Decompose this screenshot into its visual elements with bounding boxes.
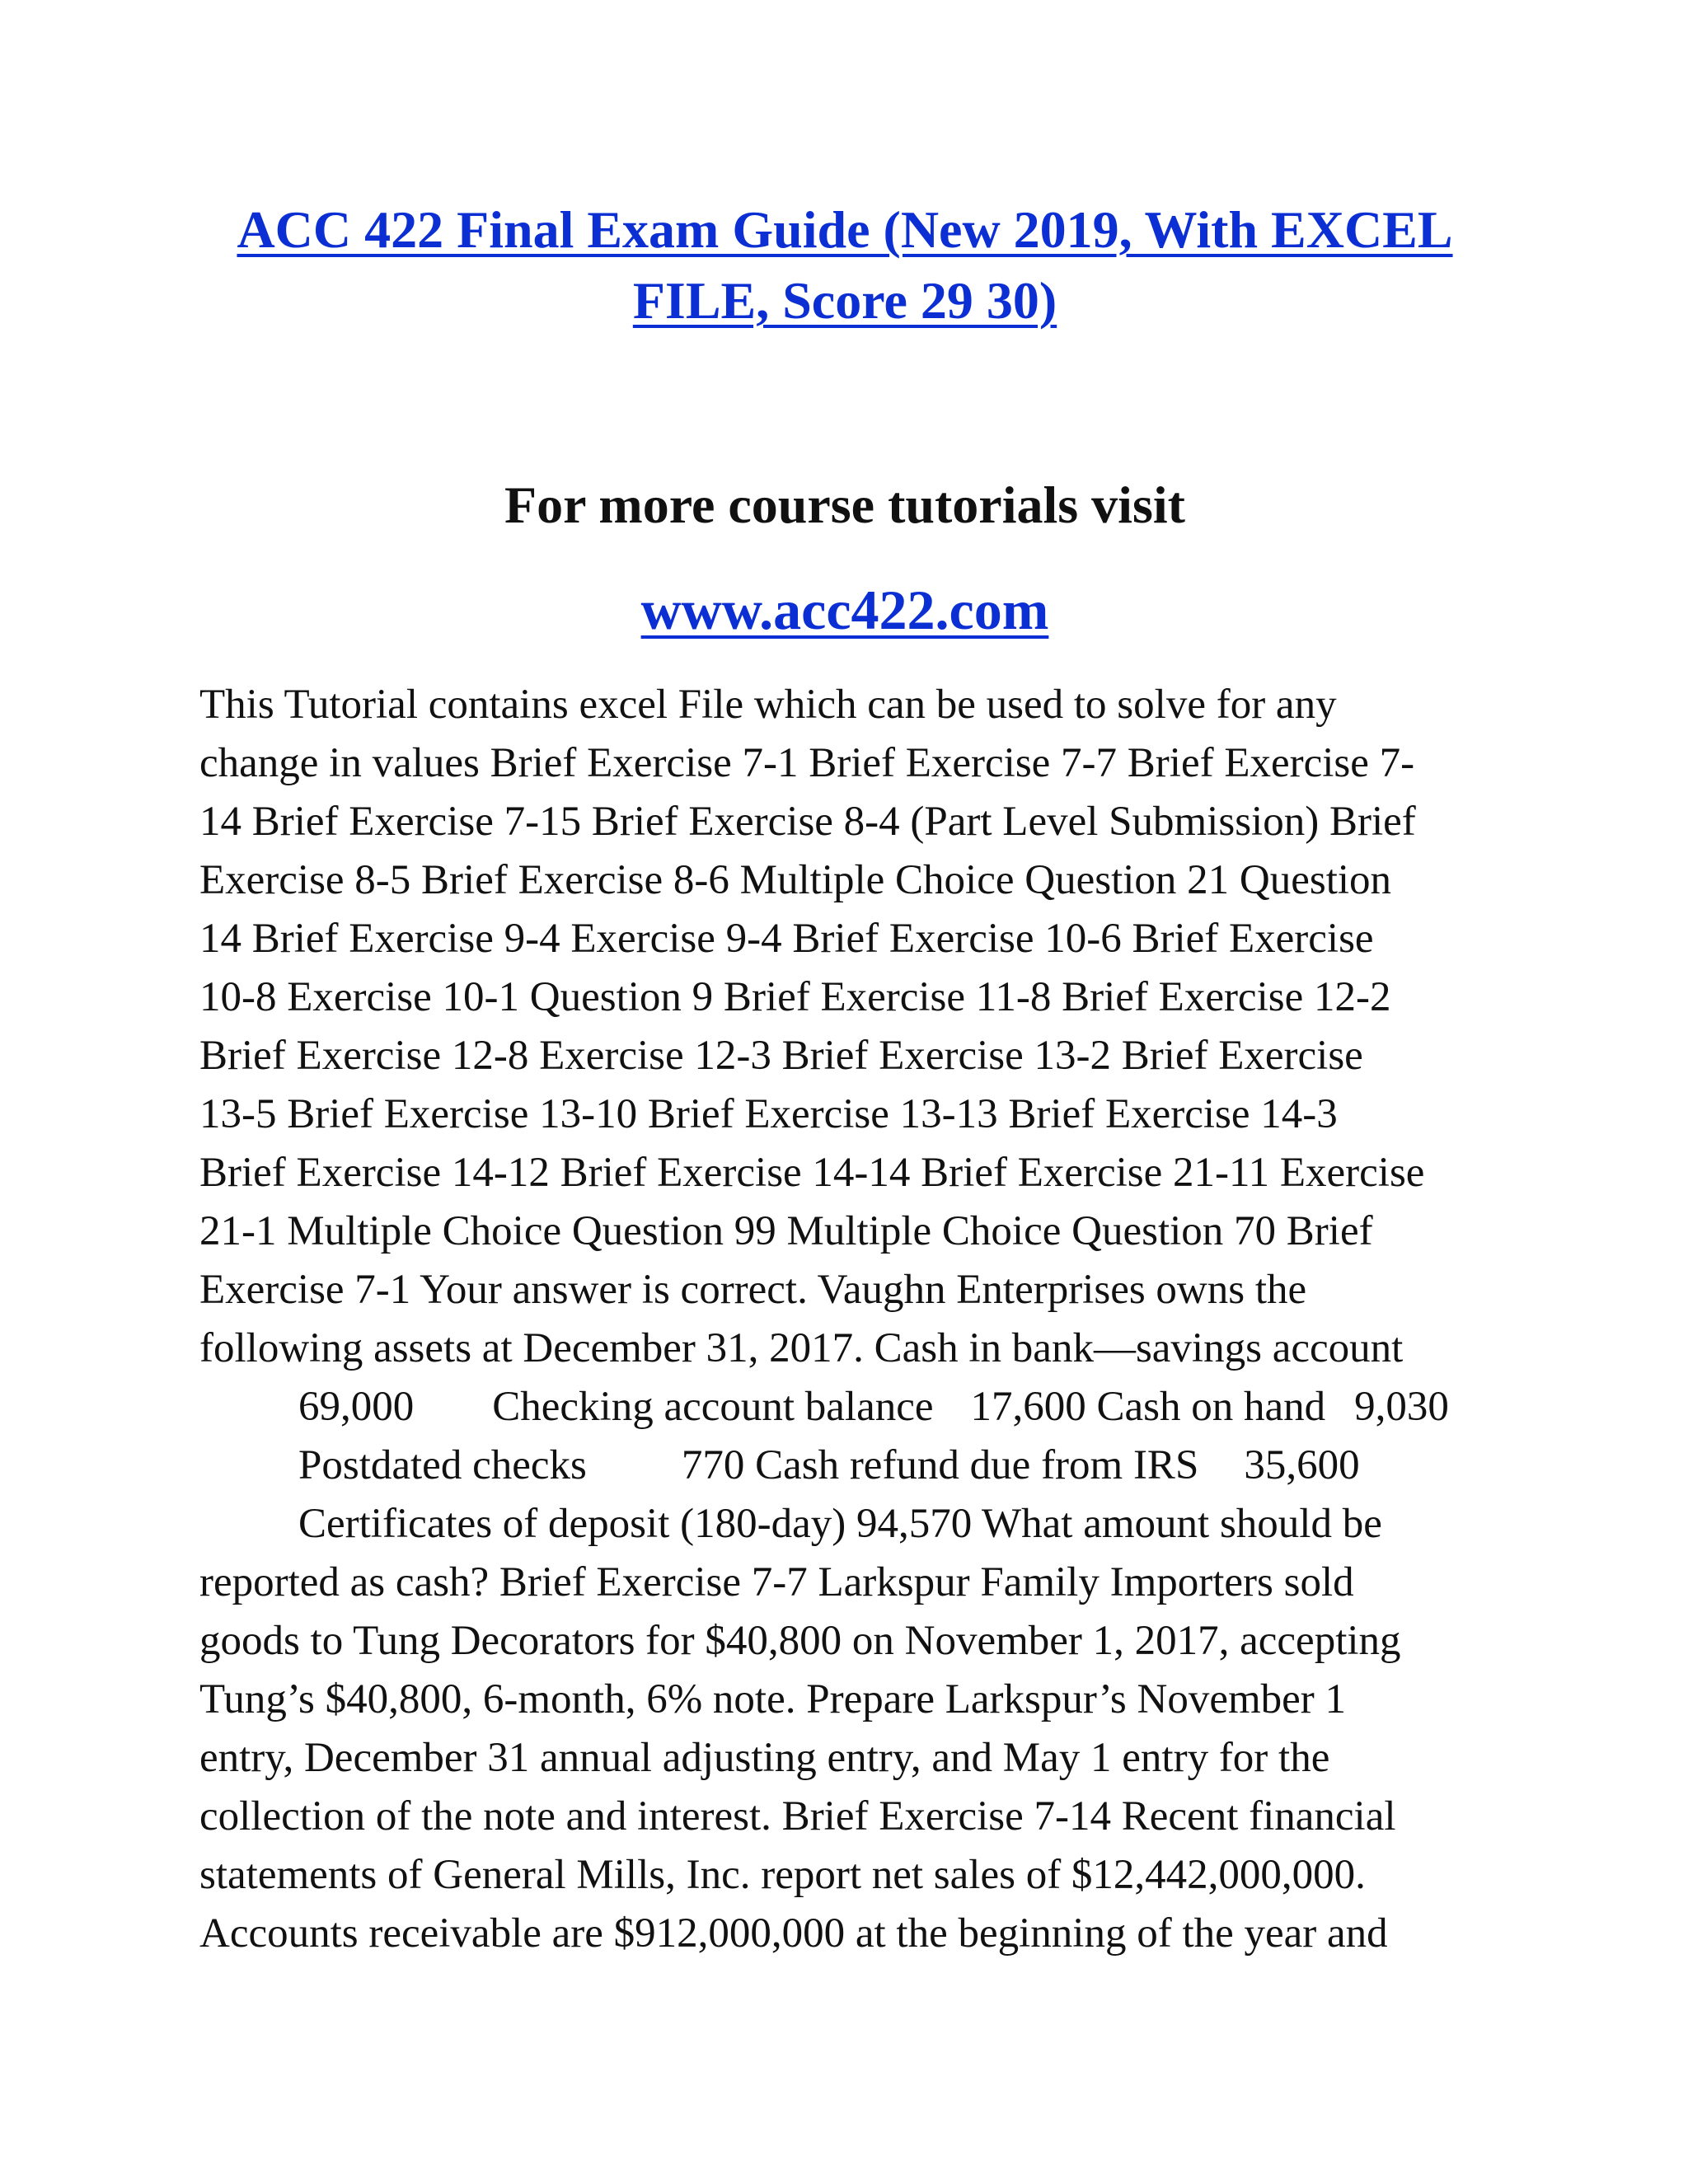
body-line: Accounts receivable are $912,000,000 at the beginning of the year and [199, 1910, 1388, 1957]
asset-row-2 [199, 1436, 1518, 1495]
asset-cash-on-hand-value: 9,030 [1354, 1384, 1449, 1430]
body-text [199, 676, 1518, 1963]
body-line: 21-1 Multiple Choice Question 99 Multiple Choice Question 70 Brief [199, 1208, 1373, 1254]
site-line [165, 574, 1525, 645]
body-line: goods to Tung Decorators for $40,800 on November 1, 2017, accepting [199, 1618, 1401, 1664]
title-link[interactable] [237, 200, 1452, 330]
asset-refund-value: 35,600 [1244, 1442, 1360, 1488]
body-line: statements of General Mills, Inc. report net sales of $12,442,000,000. [199, 1852, 1366, 1898]
title-line-2: FILE, Score 29 30) [632, 271, 1057, 330]
body-line: entry, December 31 annual adjusting entry, and May 1 entry for the [199, 1735, 1330, 1781]
site-link[interactable]: www.acc422.com [640, 579, 1049, 641]
body-line: 14 Brief Exercise 7-15 Brief Exercise 8-4 (Part Level Submission) Brief [199, 799, 1416, 845]
asset-row-3: Certificates of deposit (180-day) 94,570 What amount should be [298, 1501, 1382, 1547]
asset-postdated-label: Postdated checks [298, 1442, 587, 1488]
body-line: 10-8 Exercise 10-1 Question 9 Brief Exercise 11-8 Brief Exercise 12-2 [199, 974, 1391, 1020]
body-line: Tung’s $40,800, 6-month, 6% note. Prepare Larkspur’s November 1 [199, 1676, 1346, 1722]
asset-row-1 [199, 1378, 1518, 1436]
body-line: Brief Exercise 14-12 Brief Exercise 14-14 Brief Exercise 21-11 Exercise [199, 1150, 1425, 1196]
asset-checking-cash: 17,600 Cash on hand [970, 1384, 1326, 1430]
asset-checking-label: Checking account balance [492, 1384, 934, 1430]
body-line: change in values Brief Exercise 7-1 Brief Exercise 7-7 Brief Exercise 7- [199, 740, 1415, 786]
document-title [165, 194, 1525, 336]
title-line-1: ACC 422 Final Exam Guide (New 2019, With EXCEL [237, 200, 1453, 259]
body-line: This Tutorial contains excel File which can be used to solve for any [199, 682, 1337, 728]
body-line: Exercise 7-1 Your answer is correct. Vaughn Enterprises owns the [199, 1267, 1307, 1313]
body-line: collection of the note and interest. Brief Exercise 7-14 Recent financial [199, 1793, 1396, 1840]
body-line: 13-5 Brief Exercise 13-10 Brief Exercise 13-13 Brief Exercise 14-3 [199, 1091, 1338, 1137]
body-line: reported as cash? Brief Exercise 7-7 Larkspur Family Importers sold [199, 1559, 1354, 1605]
body-line: Brief Exercise 12-8 Exercise 12-3 Brief Exercise 13-2 Brief Exercise [199, 1033, 1363, 1079]
asset-savings-value: 69,000 [298, 1384, 415, 1430]
promo-heading: For more course tutorials visit [504, 476, 1185, 534]
asset-postdated-refund: 770 Cash refund due from IRS [681, 1442, 1199, 1488]
body-line: 14 Brief Exercise 9-4 Exercise 9-4 Brief Exercise 10-6 Brief Exercise [199, 916, 1374, 962]
body-line: Exercise 8-5 Brief Exercise 8-6 Multiple Choice Question 21 Question [199, 857, 1392, 903]
body-line: following assets at December 31, 2017. Cash in bank—savings account [199, 1325, 1404, 1371]
